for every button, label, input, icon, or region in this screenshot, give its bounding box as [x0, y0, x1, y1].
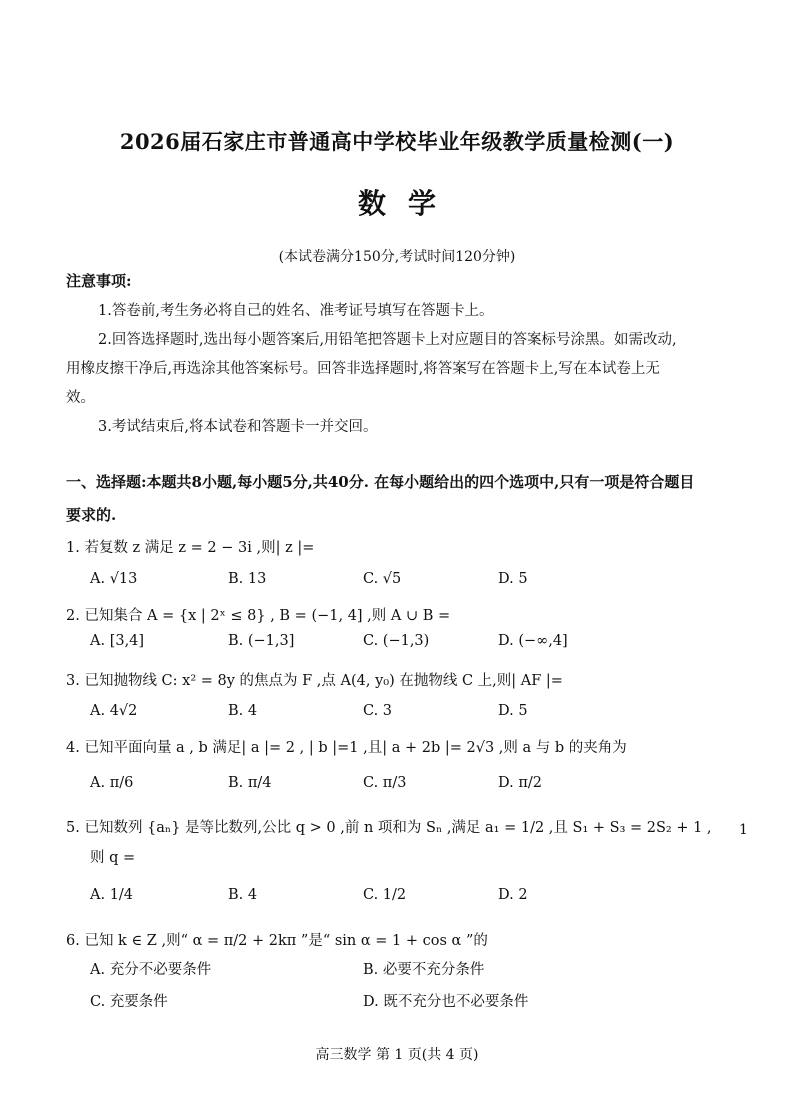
- exam-info: (本试卷满分150分,考试时间120分钟): [278, 249, 516, 265]
- question-5-option-b: B. 4: [228, 887, 258, 903]
- question-5-option-d: D. 2: [498, 887, 528, 903]
- page-footer: 高三数学 第 1 页(共 4 页): [315, 1047, 479, 1063]
- question-2-option-b: B. (−1,3]: [228, 633, 295, 649]
- question-2-stem: 2. 已知集合 A = {x | 2ˣ ≤ 8} , B = (−1, 4] ,则 A ∪ B =: [66, 608, 451, 624]
- question-5-option-c: C. 1/2: [363, 887, 407, 903]
- question-5-option-a: A. 1/4: [90, 887, 134, 903]
- question-4-option-b: B. π/4: [228, 775, 272, 791]
- notice-item: 1.答卷前,考生务必将自己的姓名、准考证号填写在答题卡上。: [98, 303, 494, 319]
- question-6-option-d: D. 既不充分也不必要条件: [363, 994, 529, 1010]
- question-3-stem: 3. 已知抛物线 C: x² = 8y 的焦点为 F ,点 A(4, y₀) 在抛物线 C 上,则| AF |=: [66, 673, 563, 689]
- question-1-option-c: C. √5: [363, 571, 402, 587]
- question-1-stem: 1. 若复数 z 满足 z = 2 − 3i ,则| z |=: [66, 540, 315, 556]
- question-3-option-c: C. 3: [363, 703, 393, 719]
- question-3-option-d: D. 5: [498, 703, 528, 719]
- question-4-option-a: A. π/6: [90, 775, 134, 791]
- question-3-option-b: B. 4: [228, 703, 258, 719]
- question-2-option-a: A. [3,4]: [90, 633, 145, 649]
- question-2-option-d: D. (−∞,4]: [498, 633, 568, 649]
- question-3-option-a: A. 4√2: [90, 703, 138, 719]
- section-heading: 一、选择题:本题共8小题,每小题5分,共40分. 在每小题给出的四个选项中,只有一项是符合题目要求的.: [66, 473, 695, 524]
- question-1-option-b: B. 13: [228, 571, 267, 587]
- question-6-option-b: B. 必要不充分条件: [363, 962, 485, 978]
- notice-item: 3.考试结束后,将本试卷和答题卡一并交回。: [98, 419, 378, 435]
- question-6-option-c: C. 充要条件: [90, 994, 168, 1010]
- question-6-option-a: A. 充分不必要条件: [90, 962, 212, 978]
- margin-page-number: 1: [739, 822, 748, 838]
- question-4-stem: 4. 已知平面向量 a , b 满足| a |= 2 , | b |=1 ,且| a + 2b |= 2√3 ,则 a 与 b 的夹角为: [66, 740, 627, 756]
- question-6-stem: 6. 已知 k ∈ Z ,则“ α = π/2 + 2kπ ”是“ sin α = 1 + cos α ”的: [66, 933, 488, 949]
- notice-heading: 注意事项:: [66, 272, 132, 290]
- notice-item: 2.回答选择题时,选出每小题答案后,用铅笔把答题卡上对应题目的答案标号涂黑。如需改动,用橡皮擦干净后,再选涂其他答案标号。回答非选择题时,将答案写在答题卡上,写在本试卷上无效。: [66, 332, 677, 406]
- question-5-stem-line2: 则 q =: [90, 850, 136, 866]
- question-2-option-c: C. (−1,3): [363, 633, 430, 649]
- subject-title: 数学: [357, 187, 458, 220]
- question-1-option-d: D. 5: [498, 571, 528, 587]
- question-4-option-d: D. π/2: [498, 775, 542, 791]
- exam-title: 2026届石家庄市普通高中学校毕业年级教学质量检测(一): [119, 129, 675, 154]
- question-1-option-a: A. √13: [90, 571, 138, 587]
- question-5-stem: 5. 已知数列 {aₙ} 是等比数列,公比 q > 0 ,前 n 项和为 Sₙ ,满足 a₁ = 1/2 ,且 S₁ + S₃ = 2S₂ + 1 ,: [66, 820, 712, 836]
- question-4-option-c: C. π/3: [363, 775, 407, 791]
